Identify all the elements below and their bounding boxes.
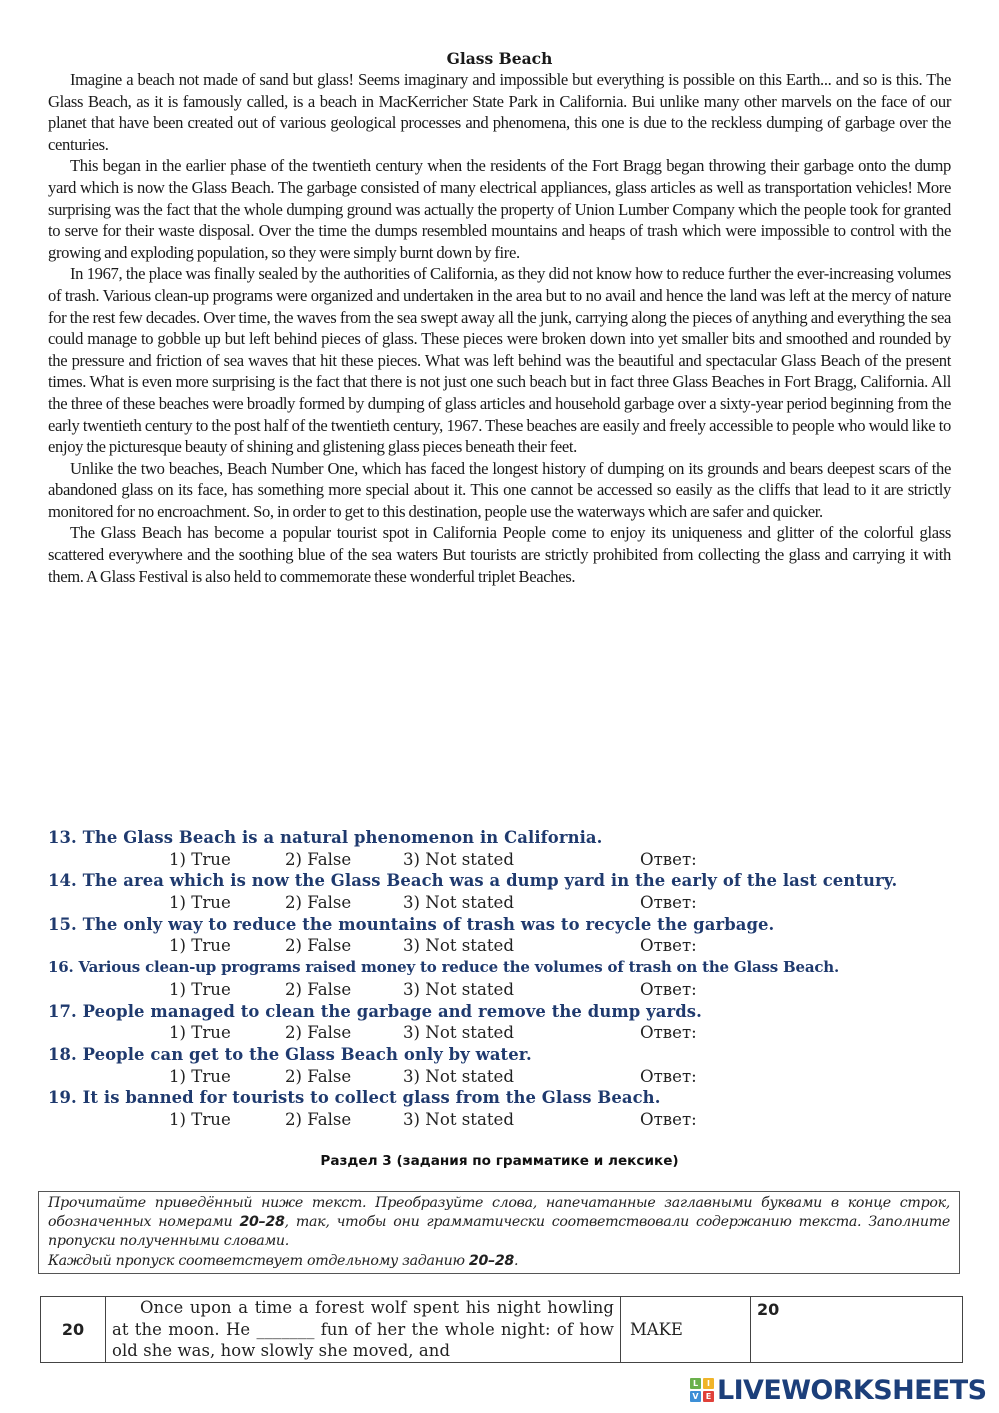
question-options: [48, 1109, 958, 1131]
article-paragraph: Imagine a beach not made of sand but glass! Seems imaginary and impossible but everything is possible on this Earth... and so is this. The Glass Beach, as it is famously called, is a beach in MacKerricher State Park in California. Bui unlike many other marvels on the face of our planet that have been created out of various geological processes and phenomena, this one is due to the reckless dumping of garbage over the centuries.: [48, 70, 951, 154]
question-text: 14. The area which is now the Glass Beach was a dump yard in the early of the last century.: [48, 871, 898, 891]
option-not-stated[interactable]: 3) Not stated: [403, 979, 514, 999]
instructions-box: [38, 1191, 960, 1274]
answer-label[interactable]: Ответ:: [640, 1109, 697, 1129]
logo-tile: I: [703, 1378, 714, 1389]
option-false[interactable]: 2) False: [285, 936, 352, 956]
question-19: [48, 1087, 958, 1130]
task-text-after: fun of her the whole night: of how old she was, how slowly she moved, and: [112, 1319, 614, 1361]
logo-tiles-icon: [690, 1378, 714, 1402]
question-options: [48, 892, 958, 914]
option-true[interactable]: 1) True: [169, 1023, 231, 1043]
option-false[interactable]: 2) False: [285, 979, 352, 999]
article-title: Glass Beach: [446, 49, 553, 68]
answer-blank[interactable]: _______: [256, 1319, 315, 1339]
task-text: [106, 1297, 621, 1363]
question-text: 15. The only way to reduce the mountains of trash was to recycle the garbage.: [48, 914, 775, 934]
option-false[interactable]: 2) False: [285, 849, 352, 869]
question-text: 18. People can get to the Glass Beach only by water.: [48, 1044, 532, 1064]
answer-label[interactable]: Ответ:: [640, 936, 697, 956]
article-paragraph: Unlike the two beaches, Beach Number One, which has faced the longest history of dumping on its grounds and bears deepest scars of the abandoned glass on its face, has something more special about it. This one cannot be accessed so easily as the cliffs that lead to it are strictly monitored for no encroachment. So, in order to get to this destination, people use the waterways which are safer and quicker.: [48, 458, 951, 521]
liveworksheets-logo: [690, 1375, 986, 1405]
option-true[interactable]: 1) True: [169, 1066, 231, 1086]
answer-label[interactable]: Ответ:: [640, 849, 697, 869]
instructions-text: , так, чтобы они грамматически соответствовали содержанию текста. Заполните пропуски полученными словами.: [48, 1214, 950, 1250]
question-17: [48, 1001, 958, 1044]
answer-label[interactable]: Ответ:: [640, 1023, 697, 1043]
option-false[interactable]: 2) False: [285, 1066, 352, 1086]
question-13: [48, 827, 958, 870]
option-not-stated[interactable]: 3) Not stated: [403, 936, 514, 956]
logo-text: LIVEWORKSHEETS: [717, 1374, 987, 1406]
question-text: 13. The Glass Beach is a natural phenomenon in California.: [48, 828, 603, 847]
logo-tile: L: [690, 1378, 701, 1389]
table-row: [41, 1297, 963, 1363]
task-range: 20–28: [468, 1252, 515, 1269]
question-options: [48, 979, 958, 1001]
instructions-text: Каждый пропуск соответствует отдельному заданию: [48, 1252, 469, 1269]
answer-label[interactable]: Ответ:: [640, 1066, 697, 1086]
question-15: [48, 914, 958, 957]
task-text-before: Once upon a time a forest wolf spent his night howling at the moon. He: [112, 1298, 614, 1339]
article-paragraph: In 1967, the place was finally sealed by the authorities of California, as they did not know how to reduce further the ever-increasing volumes of trash. Various clean-up programs were organized and undertaken in the area but to no avail and hence the land was left at the mercy of nature for the rest few decades. Over time, the waves from the sea swept away all the junk, carrying along the pieces of anything and everything the sea could manage to gobble up but left behind pieces of glass. These pieces were broken down into yet smaller bits and smoothed and rounded by the pressure and friction of sea waves that hit these pieces. What was left behind was the beautiful and spectacular Glass Beach of the present times. What is even more surprising is the fact that there is not just one such beach but in fact three Glass Beaches in Fort Bragg, California. All the three of these beaches were broadly formed by dumping of glass articles and household garbage over a sixty-year period beginning from the early twentieth century to the post half of the twentieth century, 1967. These beaches are easily and freely accessible to people who would like to enjoy the picturesque beauty of shining and glistening glass pieces beneath their feet.: [48, 264, 951, 457]
option-true[interactable]: 1) True: [169, 979, 231, 999]
question-text: 16. Various clean-up programs raised money to reduce the volumes of trash on the Glass Beach.: [48, 958, 840, 977]
article-paragraph: The Glass Beach has become a popular tourist spot in California People come to enjoy its uniqueness and glitter of the colorful glass scattered everywhere and the soothing blue of the sea waters But tourists are strictly prohibited from collecting the glass and carrying it with them. A Glass Festival is also held to commemorate these wonderful triplet Beaches.: [48, 523, 951, 586]
instructions-text: .: [514, 1252, 519, 1269]
question-text: 17. People managed to clean the garbage and remove the dump yards.: [48, 1001, 702, 1021]
option-not-stated[interactable]: 3) Not stated: [403, 1109, 514, 1129]
question-options: [48, 935, 958, 957]
option-true[interactable]: 1) True: [169, 849, 231, 869]
logo-tile: E: [703, 1391, 714, 1402]
option-true[interactable]: 1) True: [169, 1109, 231, 1129]
question-options: [48, 1066, 958, 1088]
question-options: [48, 1022, 958, 1044]
task-number: 20: [41, 1297, 106, 1363]
true-false-questions: [48, 827, 958, 1131]
option-false[interactable]: 2) False: [285, 893, 352, 913]
question-16: [48, 957, 958, 1000]
question-text: 19. It is banned for tourists to collect glass from the Glass Beach.: [48, 1088, 661, 1108]
grammar-task-table: [40, 1296, 963, 1363]
answer-number: 20: [757, 1300, 780, 1319]
option-not-stated[interactable]: 3) Not stated: [403, 1023, 514, 1043]
answer-label[interactable]: Ответ:: [640, 979, 697, 999]
answer-cell[interactable]: [751, 1297, 963, 1363]
logo-tile: V: [690, 1391, 701, 1402]
answer-label[interactable]: Ответ:: [640, 893, 697, 913]
task-range: 20–28: [239, 1214, 285, 1231]
option-not-stated[interactable]: 3) Not stated: [403, 849, 514, 869]
option-false[interactable]: 2) False: [285, 1023, 352, 1043]
option-not-stated[interactable]: 3) Not stated: [403, 893, 514, 913]
article-paragraph: This began in the earlier phase of the twentieth century when the residents of the Fort Bragg began throwing their garbage onto the dump yard which is now the Glass Beach. The garbage consisted of many electrical appliances, glass articles as well as transportation vehicles! More surprising was the fact that the whole dumping ground was actually the property of Union Lumber Company which the people took for granted to serve for their waste disposal. Over the time the dumps resembled mountains and heaps of trash which were impossible to control with the growing and exploding population, so they were simply burnt down by fire.: [48, 156, 951, 262]
article: [48, 48, 951, 587]
option-false[interactable]: 2) False: [285, 1109, 352, 1129]
instructions-text: Прочитайте приведённый ниже текст. Преобразуйте слова, напечатанные заглавными буквами в конце строк, обозначенных номерами: [48, 1195, 950, 1231]
question-18: [48, 1044, 958, 1087]
option-true[interactable]: 1) True: [169, 893, 231, 913]
option-not-stated[interactable]: 3) Not stated: [403, 1066, 514, 1086]
keyword: MAKE: [621, 1297, 751, 1363]
section-3-title: Раздел 3 (задания по грамматике и лексике): [320, 1153, 679, 1169]
option-true[interactable]: 1) True: [169, 936, 231, 956]
question-14: [48, 870, 958, 913]
question-options: [48, 849, 958, 871]
